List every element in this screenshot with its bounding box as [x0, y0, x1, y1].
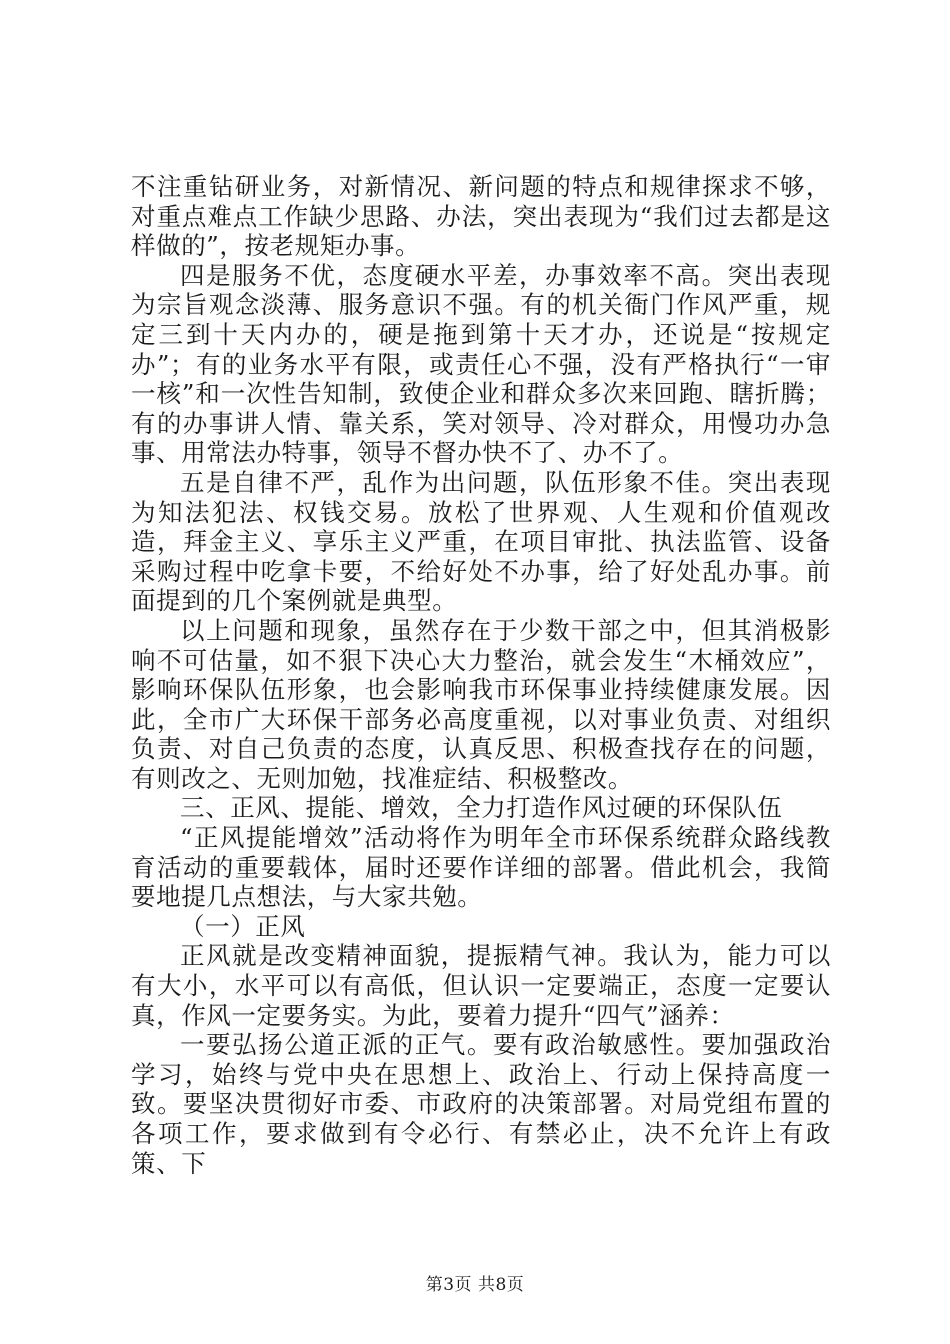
paragraph-continuation: 不注重钻研业务，对新情况、新问题的特点和规律探求不够，对重点难点工作缺少思路、办法，突出表现为“我们过去都是这样做的”，按老规矩办事。 [131, 172, 831, 261]
paragraph-point-four: 四是服务不优，态度硬水平差，办事效率不高。突出表现为宗旨观念淡薄、服务意识不强。有的机关衙门作风严重，规定三到十天内办的，硬是拖到第十天才办，还说是“按规定办”；有的业务水平有限，或责任心不强，没有严格执行“一审一核”和一次性告知制，致使企业和群众多次来回跑、瞎折腾；有的办事讲人情、靠关系，笑对领导、冷对群众，用慢功办急事、用常法办特事，领导不督办快不了、办不了。 [131, 260, 831, 468]
section-heading-three: 三、正风、提能、增效，全力打造作风过硬的环保队伍 [180, 793, 783, 823]
paragraph-first-requirement: 一要弘扬公道正派的正气。要有政治敏感性。要加强政治学习，始终与党中央在思想上、政治上、行动上保持高度一致。要坚决贯彻好市委、市政府的决策部署。对局党组布置的各项工作，要求做到有令必行、有禁必止，决不允许上有政策、下 [131, 1030, 831, 1178]
paragraph-point-five: 五是自律不严，乱作为出问题，队伍形象不佳。突出表现为知法犯法、权钱交易。放松了世界观、人生观和价值观改造，拜金主义、享乐主义严重，在项目审批、执法监管、设备采购过程中吃拿卡要，不给好处不办事，给了好处乱办事。前面提到的几个案例就是典型。 [131, 467, 831, 616]
document-body [131, 172, 831, 1178]
paragraph-activity-intro: “正风提能增效”活动将作为明年全市环保系统群众路线教育活动的重要载体，届时还要作详细的部署。借此机会，我简要地提几点想法，与大家共勉。 [131, 823, 831, 912]
page-number-footer: 第3页 共8页 [425, 1275, 525, 1295]
paragraph-summary: 以上问题和现象，虽然存在于少数干部之中，但其消极影响不可估量，如不狠下决心大力整治，就会发生“木桶效应”，影响环保队伍形象，也会影响我市环保事业持续健康发展。因此，全市广大环保干部务必高度重视，以对事业负责、对组织负责、对自己负责的态度，认真反思、积极查找存在的问题，有则改之、无则加勉，找准症结、积极整改。 [131, 615, 831, 793]
paragraph-zhengfeng: 正风就是改变精神面貌，提振精气神。我认为，能力可以有大小，水平可以有高低，但认识一定要端正，态度一定要认真，作风一定要务实。为此，要着力提升“四气”涵养： [131, 941, 831, 1030]
subsection-heading-one: （一）正风 [180, 911, 306, 941]
